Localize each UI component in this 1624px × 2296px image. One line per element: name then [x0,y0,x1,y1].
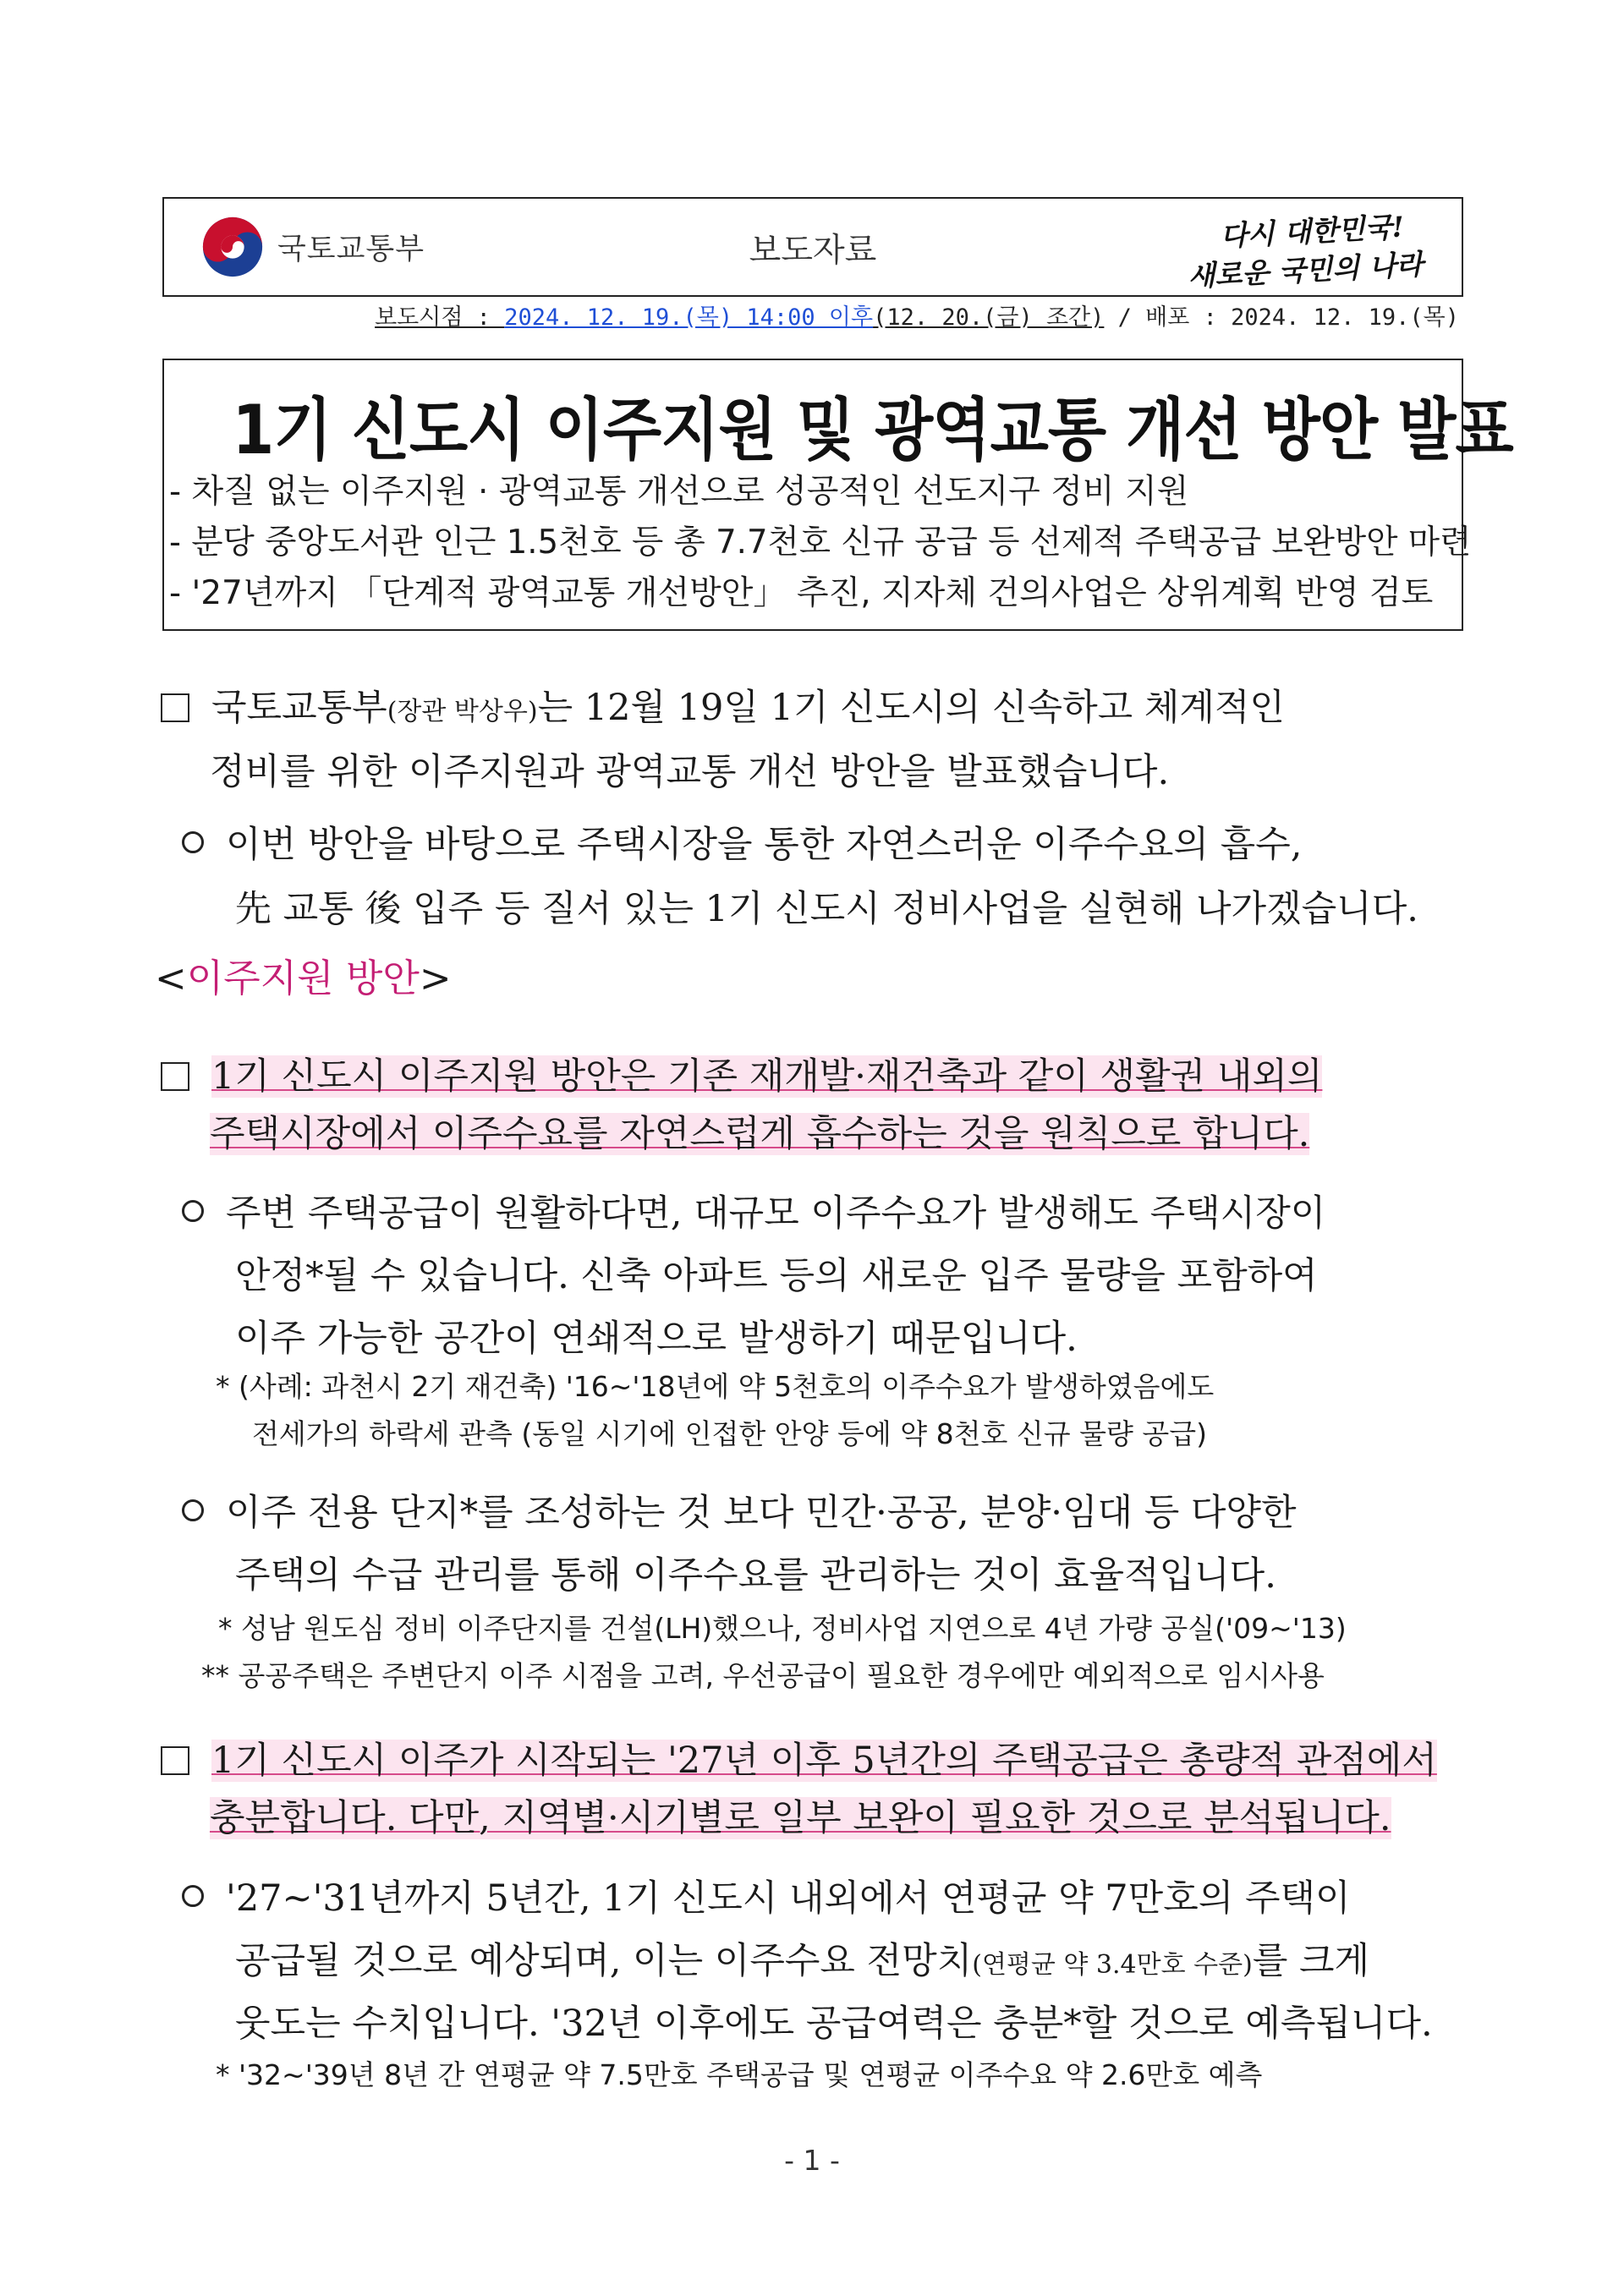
point1-sub1-line3: 이주 가능한 공간이 연쇄적으로 발생하기 때문입니다. [235,1318,1078,1360]
section-heading [155,947,452,1002]
release-time-label: 보도시점 : [375,304,505,331]
intro-line1 [161,677,1285,743]
slogan-handwriting [1162,204,1450,293]
point1-sub2-text: 이주 전용 단지*를 조성하는 것 보다 민간·공공, 분양·임대 등 다양한 [226,1492,1297,1534]
square-bullet-icon [161,693,189,722]
release-time: 2024. 12. 19.(목) 14:00 이후 [504,304,874,331]
point2-sub1-line1 [182,1867,1351,1930]
point1-sub2-line1 [182,1482,1297,1544]
point1-line2 [210,1103,1309,1165]
press-release-label: 보도자료 [749,232,877,270]
circle-bullet-icon [182,1499,204,1521]
point1-highlight-1: 1기 신도시 이주지원 방안은 기존 재개발·재건축과 같이 생활권 내외의 [211,1055,1323,1098]
circle-bullet-icon [182,1885,204,1907]
section-label: 이주지원 방안 [186,956,420,1000]
release-morning: (12. 20.(금) 조간) [873,304,1105,331]
slogan-line1: 다시 대한민국! [1219,210,1405,253]
point1-sub1-text: 주변 주택공급이 원활하다면, 대규모 이주수요가 발생해도 주택시장이 [226,1192,1326,1235]
page-title: 1기 신도시 이주지원 및 광역교통 개선 방안 발표 [232,391,1513,469]
slogan-line2: 새로운 국민의 나라 [1187,247,1424,293]
point2-sub1-text: '27~'31년까지 5년간, 1기 신도시 내외에서 연평균 약 7만호의 주택이 [226,1877,1351,1920]
point2-line1 [161,1729,1437,1792]
subtitle-1: - 차질 없는 이주지원 · 광역교통 개선으로 성공적인 선도지구 정비 지원 [169,473,1189,511]
section-close: > [419,956,452,1000]
intro-sub-line1 [182,814,1302,876]
header-box [162,197,1463,297]
point1-sub1-line1 [182,1182,1325,1245]
point1-note1-line1: * (사례: 과천시 2기 재건축) '16~'18년에 약 5천호의 이주수요가 발생하였음에도 [216,1370,1215,1403]
ministry-ref: 국토교통부 [211,687,387,729]
point1-note2: * 성남 원도심 정비 이주단지를 건설(LH)했으나, 정비사업 지연으로 4년 가량 공실('09~'13) [218,1612,1347,1645]
ministry-name: 국토교통부 [277,233,425,266]
intro-sub-line2: 先 교통 後 입주 등 질서 있는 1기 신도시 정비사업을 실현해 나가겠습니다. [235,888,1418,930]
point2-note: * '32~'39년 8년 간 연평균 약 7.5만호 주택공급 및 연평균 이주수요 약 2.6만호 예측 [216,2058,1263,2091]
square-bullet-icon [161,1062,189,1091]
intro-sub-text: 이번 방안을 바탕으로 주택시장을 통한 자연스러운 이주수요의 흡수, [226,824,1303,866]
minister-ref: (장관 박상우) [387,697,538,726]
release-info [375,299,1459,332]
circle-bullet-icon [182,1200,204,1222]
title-box [162,359,1513,631]
subtitle-3: - '27년까지 「단계적 광역교통 개선방안」 추진, 지자체 건의사업은 상위계획 반영 검토 [169,574,1434,612]
point2-line2 [210,1787,1391,1849]
intro-line2: 정비를 위한 이주지원과 광역교통 개선 방안을 발표했습니다. [210,751,1170,793]
page-number: - 1 - [784,2144,840,2177]
point1-note3: ** 공공주택은 주변단지 이주 시점을 고려, 우선공급이 필요한 경우에만 예외적으로 임시사용 [201,1659,1325,1692]
distribution-date: / 배포 : 2024. 12. 19.(목) [1104,304,1459,331]
point2-highlight-1: 1기 신도시 이주가 시작되는 '27년 이후 5년간의 주택공급은 총량적 관점에서 [211,1740,1437,1782]
circle-bullet-icon [182,831,204,853]
point1-sub1-line2: 안정*될 수 있습니다. 신축 아파트 등의 새로운 입주 물량을 포함하여 [235,1255,1318,1297]
point1-highlight-2: 주택시장에서 이주수요를 자연스럽게 흡수하는 것을 원칙으로 합니다. [210,1113,1310,1155]
point2-sub1-line3: 웃도는 수치입니다. '32년 이후에도 공급여력은 충분*할 것으로 예측됩니다. [235,2003,1433,2045]
subtitle-2: - 분당 중앙도서관 인근 1.5천호 등 총 7.7천호 신규 공급 등 선제적 주택공급 보완방안 마련 [169,523,1472,562]
section-open: < [155,956,187,1000]
point2-sub1-line2-b: (연평균 약 3.4만호 수준) [972,1950,1253,1980]
intro-text: 는 12월 19일 1기 신도시의 신속하고 체계적인 [537,687,1285,729]
point1-note1-line2: 전세가의 하락세 관측 (동일 시기에 인접한 안양 등에 약 8천호 신규 물량 공급) [252,1417,1207,1450]
point1-line1 [161,1045,1322,1108]
point1-sub2-line2: 주택의 수급 관리를 통해 이주수요를 관리하는 것이 효율적입니다. [235,1554,1276,1597]
point2-sub1-line2-c: 를 크게 [1252,1940,1370,1982]
point2-highlight-2: 충분합니다. 다만, 지역별·시기별로 일부 보완이 필요한 것으로 분석됩니다. [210,1797,1391,1839]
point2-sub1-line2-a: 공급될 것으로 예상되며, 이는 이주수요 전망치 [235,1940,973,1982]
square-bullet-icon [161,1746,189,1775]
point2-sub1-line2 [235,1930,1369,1997]
